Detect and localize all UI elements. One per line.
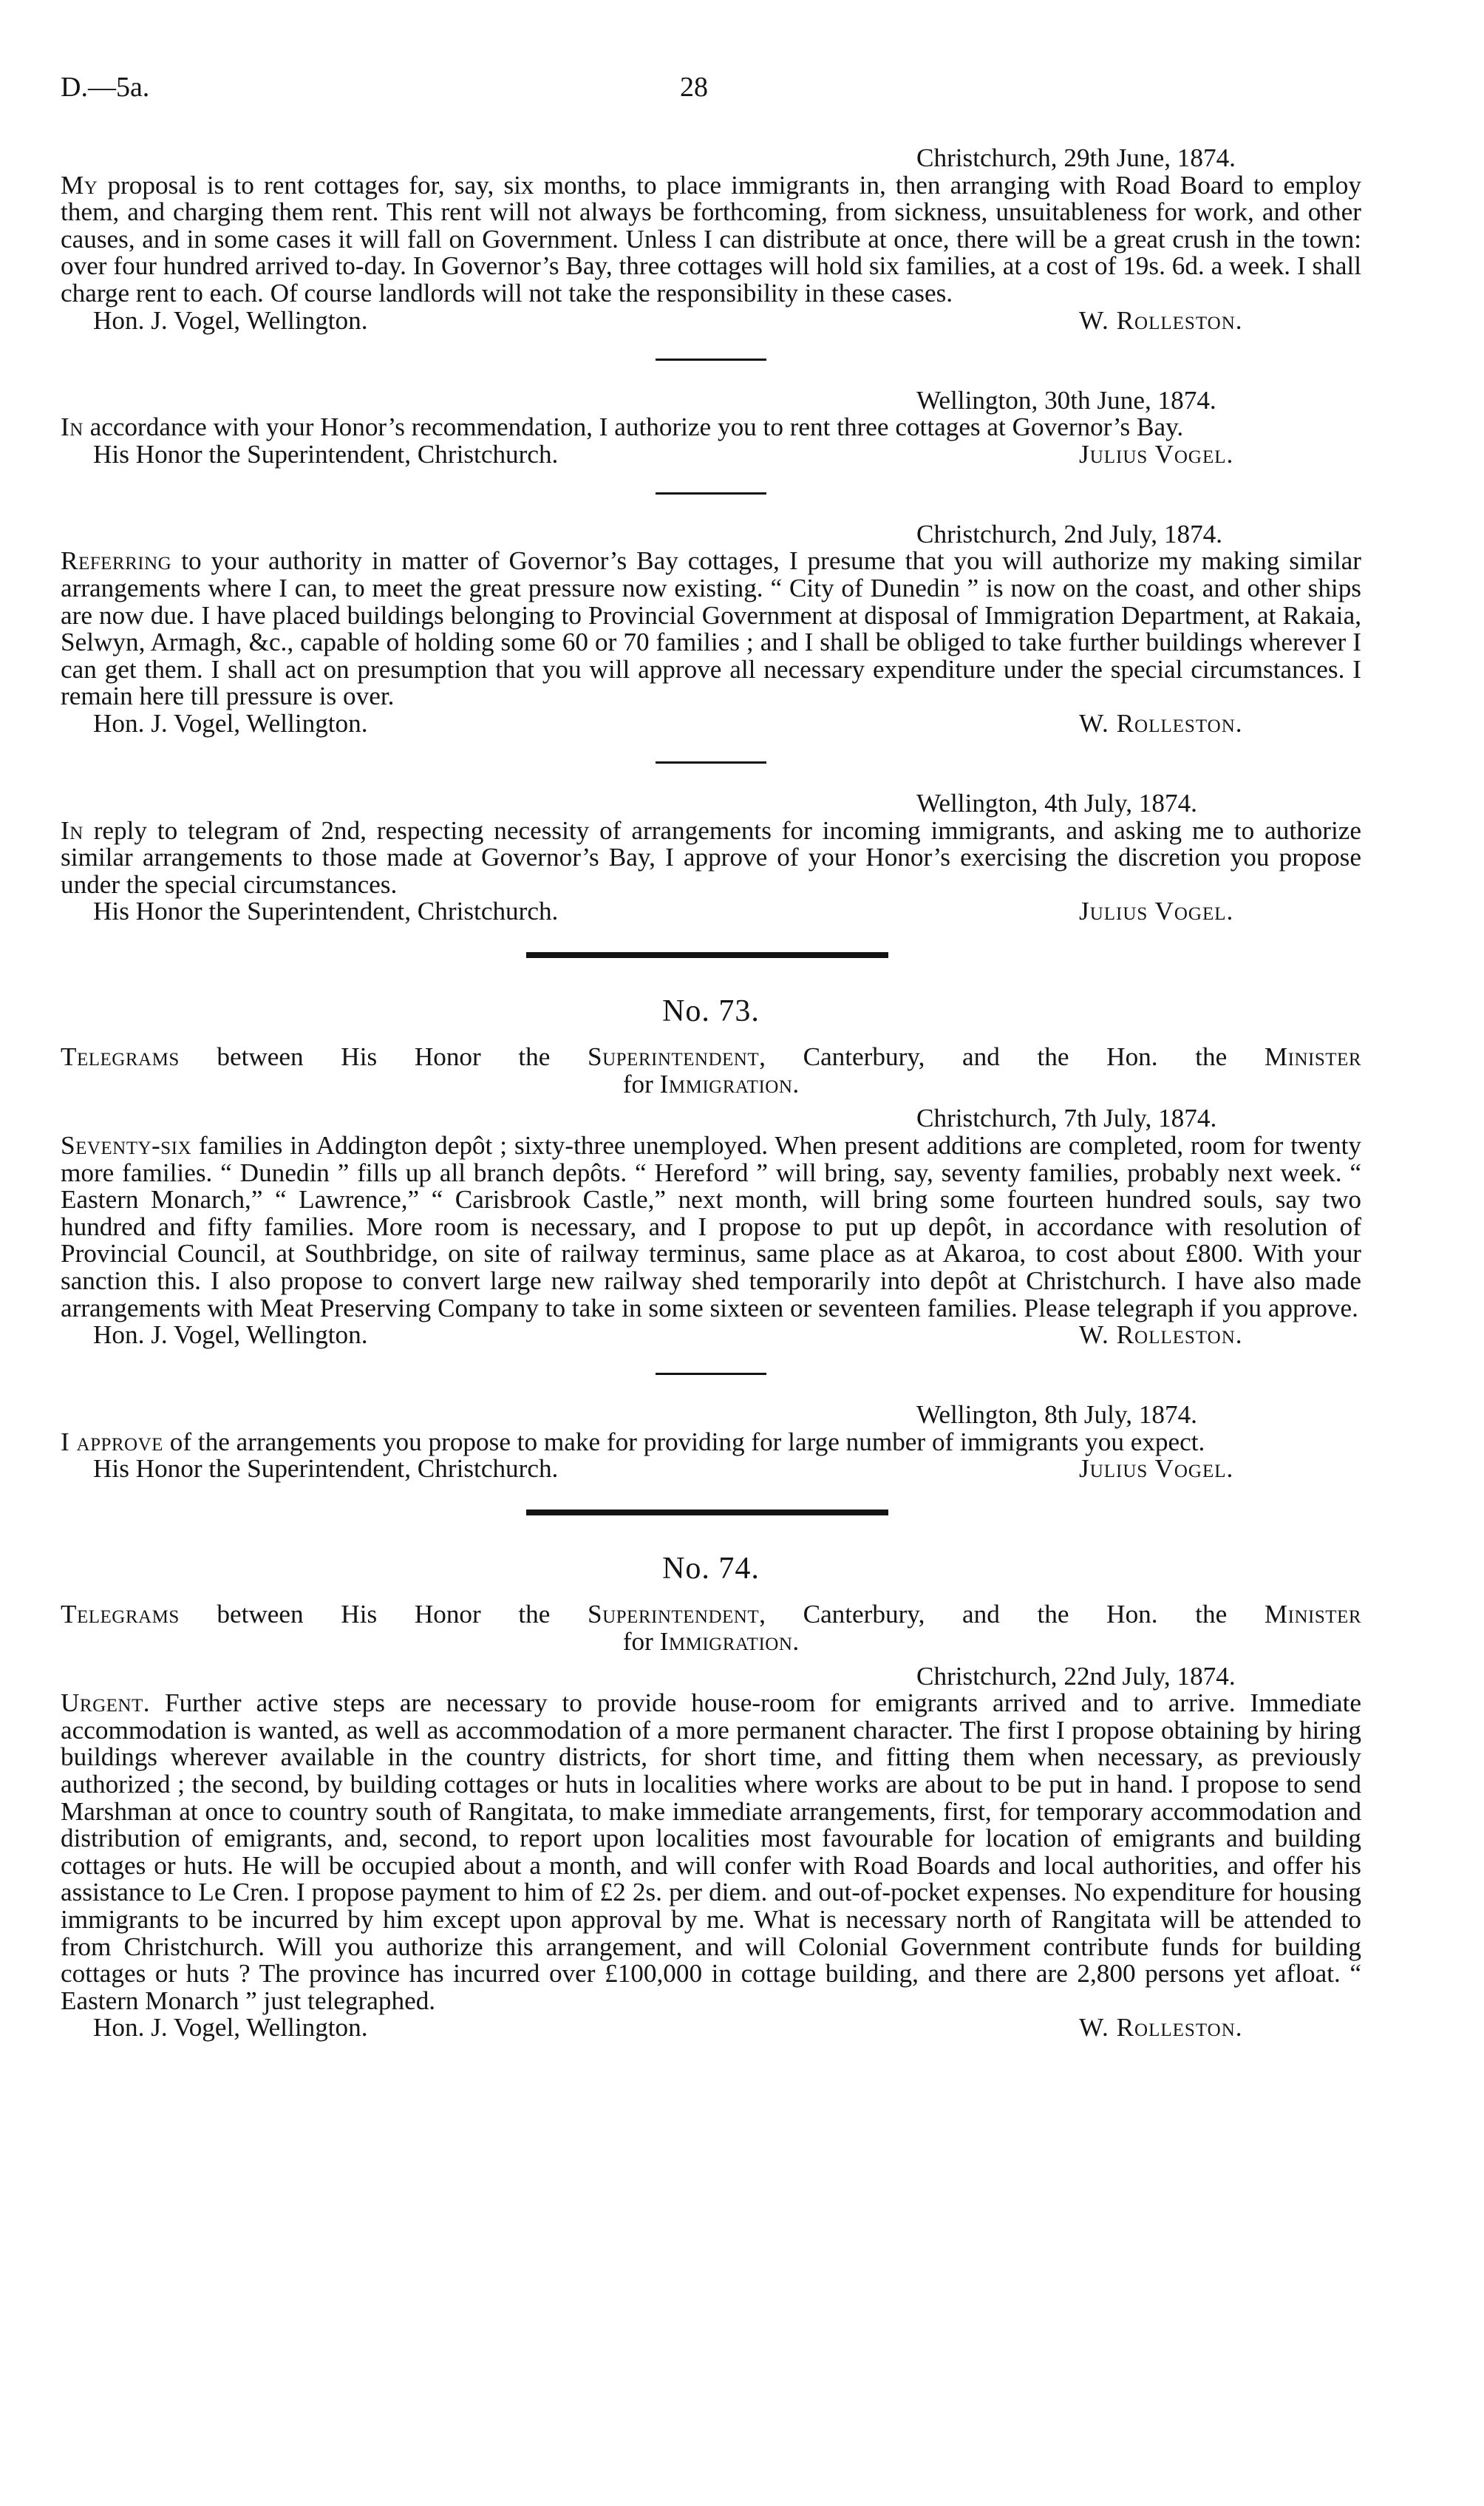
section-number: No. 74. bbox=[662, 1552, 760, 1586]
telegram bbox=[61, 1402, 1361, 1483]
telegram bbox=[61, 145, 1361, 335]
telegram-lead-word: In bbox=[61, 815, 84, 845]
section-subtitle: Telegrams between His Honor the Superintendent, Canterbury, and the Hon. the Minister for Immigration. bbox=[61, 1042, 1361, 1099]
telegram-dateline: Christchurch, 22nd July, 1874. bbox=[916, 1661, 1236, 1691]
telegram-addressee: Hon. J. Vogel, Wellington. bbox=[93, 708, 368, 738]
telegram-signoff bbox=[61, 1456, 1361, 1483]
section-no-73 bbox=[61, 994, 1361, 1483]
telegram-body bbox=[61, 172, 1361, 308]
telegram-signer: Julius Vogel. bbox=[1079, 439, 1234, 469]
telegram-addressee: His Honor the Superintendent, Christchurch. bbox=[93, 439, 559, 469]
telegram-body bbox=[61, 548, 1361, 710]
telegram-body bbox=[61, 414, 1361, 441]
separator-rule bbox=[656, 761, 766, 764]
telegram-signoff bbox=[61, 305, 1361, 335]
telegram-signer: W. Rolleston. bbox=[1079, 708, 1243, 738]
telegram bbox=[61, 790, 1361, 926]
document-reference: D.—5a. bbox=[61, 72, 150, 103]
telegram-lead-word: Urgent. bbox=[61, 1688, 151, 1718]
telegram-text: reply to telegram of 2nd, respecting necessity of arrangements for incoming immigrants, and asking me to authorize similar arrangements to those made at Governor’s Bay, I approve of your Honor’s exercising the discretion you propose under the special circumstances. bbox=[61, 815, 1362, 899]
telegram-body bbox=[61, 1429, 1361, 1456]
telegram-body bbox=[61, 1690, 1361, 2014]
telegram-text: Further active steps are necessary to provide house-room for emigrants arrived and to arrive. Immediate accommodation is wanted, as well as accommodation of a more permanent character. The first I propose obtaining by hiring buildings wherever available in the country districts, for short time, and fitting them when necessary, as previously authorized ; the second, by building cottages or huts in localities where works are about to be put in hand. I propose to send Marshman at once to country south of Rangitata, to make immediate arrangements, first, for temporary accommodation and distribution of emigrants, and, second, to report upon localities most favourable for location of emigrants and building cottages or huts. He will be occupied about a month, and will confer with Road Boards and local authorities, and offer his assistance to Le Cren. I propose payment to him of £2 2s. per diem. and out-of-pocket expenses. No expenditure for housing immigrants to be incurred by him except upon approval by me. What is necessary north of Rangitata will be attended to from Christchurch. Will you authorize this arrangement, and will Colonial Government contribute funds for building cottages or huts ? The province has incurred over £100,000 in cottage building, and there are 2,800 persons yet afloat. “ Eastern Monarch ” just telegraphed. bbox=[61, 1688, 1362, 2015]
telegram-dateline: Christchurch, 2nd July, 1874. bbox=[916, 519, 1223, 549]
page-body bbox=[61, 145, 1361, 2042]
telegram-body bbox=[61, 815, 1362, 899]
telegram-lead-word: In bbox=[61, 412, 84, 442]
telegram-dateline: Wellington, 30th June, 1874. bbox=[916, 385, 1216, 415]
telegram-addressee: His Honor the Superintendent, Christchurch. bbox=[93, 897, 559, 926]
telegram bbox=[61, 521, 1361, 738]
telegram-text: to your authority in matter of Governor’s Bay cottages, I presume that you will authorize my making similar arrangements where I can, to meet the great pressure now existing. “ City of Dunedin ” is now on the coast, and other ships are now due. I have placed buildings belonging to Provincial Government at disposal of Immigration Department, at Rakaia, Selwyn, Armagh, &c., capable of holding some 60 or 70 families ; and I shall be obliged to take further buildings wherever I can get them. I shall act on presumption that you will approve all necessary expenditure under the special circumstances. I remain here till pressure is over. bbox=[61, 546, 1361, 711]
telegram-signoff bbox=[61, 2014, 1361, 2042]
telegram-lead-word: I approve bbox=[61, 1427, 163, 1456]
telegram-signer: W. Rolleston. bbox=[1079, 2013, 1243, 2043]
separator-rule bbox=[656, 492, 766, 495]
telegram-addressee: Hon. J. Vogel, Wellington. bbox=[93, 1320, 368, 1350]
telegram-signoff bbox=[61, 898, 1361, 926]
telegram-signoff bbox=[61, 710, 1361, 738]
section-divider bbox=[526, 1510, 888, 1515]
section-divider bbox=[526, 952, 888, 958]
telegram-signer: Julius Vogel. bbox=[1079, 1454, 1234, 1484]
telegram-dateline: Christchurch, 7th July, 1874. bbox=[916, 1104, 1217, 1133]
separator-rule bbox=[656, 359, 766, 361]
telegram-dateline: Wellington, 8th July, 1874. bbox=[916, 1400, 1197, 1430]
telegram-signer: W. Rolleston. bbox=[1079, 1320, 1243, 1350]
telegram-body bbox=[61, 1133, 1361, 1322]
telegram-signoff bbox=[61, 1322, 1361, 1349]
telegram-dateline: Wellington, 4th July, 1874. bbox=[916, 788, 1197, 818]
telegram-text: accordance with your Honor’s recommendation, I authorize you to rent three cottages at Governor’s Bay. bbox=[89, 412, 1184, 442]
separator-rule bbox=[656, 1373, 766, 1375]
telegram-text: proposal is to rent cottages for, say, six months, to place immigrants in, then arranging with Road Board to employ them, and charging them rent. This rent will not always be forthcoming, from sickness, unsuitableness for work, and other causes, and in some cases it will fall on Government. Unless I can distribute at once, there will be a great crush in the town: over four hundred arrived to-day. In Governor’s Bay, three cottages will hold six families, at a cost of 19s. 6d. a week. I shall charge rent to each. Of course landlords will not take the responsibility in these cases. bbox=[61, 170, 1361, 308]
telegram-lead-word: Seventy-six bbox=[61, 1131, 192, 1161]
telegram-lead-word: Referring bbox=[61, 546, 172, 576]
telegram-addressee: His Honor the Superintendent, Christchurch. bbox=[93, 1454, 559, 1484]
telegram bbox=[61, 1105, 1361, 1349]
telegram-lead-word: My bbox=[61, 170, 98, 200]
telegram-signer: W. Rolleston. bbox=[1079, 305, 1243, 335]
telegram-text: families in Addington depôt ; sixty-three unemployed. When present additions are completed, room for twenty more families. “ Dunedin ” fills up all branch depôts. “ Hereford ” will bring, say, seventy families, probably next week. “ Eastern Monarch,” “ Lawrence,” “ Carisbrook Castle,” next month, will bring some fourteen hundred souls, say two hundred and fifty families. More room is necessary, and I propose to put up depôt, in accordance with resolution of Provincial Council, at Southbridge, on site of railway terminus, same place as at Akaroa, to cost about £800. With your sanction this. I also propose to convert large new railway shed temporarily into depôt at Christchurch. I have also made arrangements with Meat Preserving Company to take in some sixteen or seventeen families. Please telegraph if you approve. bbox=[61, 1131, 1362, 1322]
section-subtitle: Telegrams between His Honor the Superintendent, Canterbury, and the Hon. the Minister for Immigration. bbox=[61, 1600, 1361, 1656]
telegram-text: of the arrangements you propose to make for providing for large number of immigrants you expect. bbox=[169, 1427, 1205, 1456]
page-header bbox=[61, 71, 1361, 115]
section-number: No. 73. bbox=[662, 994, 760, 1029]
telegram-signoff bbox=[61, 441, 1361, 469]
telegram bbox=[61, 387, 1361, 469]
telegram-addressee: Hon. J. Vogel, Wellington. bbox=[93, 305, 368, 335]
page-number: 28 bbox=[680, 72, 708, 103]
telegram-signer: Julius Vogel. bbox=[1079, 897, 1234, 926]
telegram-addressee: Hon. J. Vogel, Wellington. bbox=[93, 2013, 368, 2043]
telegram bbox=[61, 1663, 1361, 2043]
telegram-dateline: Christchurch, 29th June, 1874. bbox=[916, 143, 1236, 172]
section-no-74 bbox=[61, 1551, 1361, 2042]
